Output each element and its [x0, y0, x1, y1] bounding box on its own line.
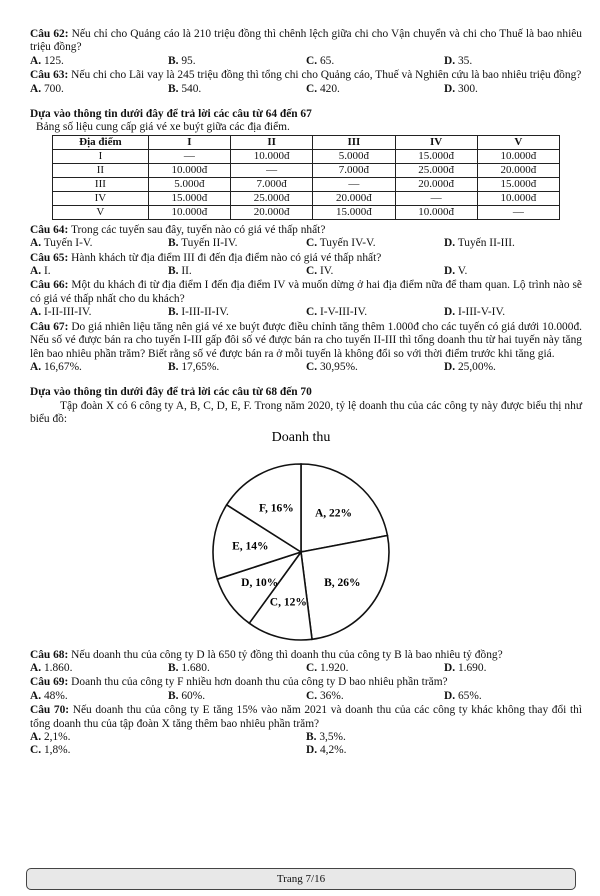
- question-number: Câu 66:: [30, 279, 69, 292]
- pie-label-d: D, 10%: [241, 576, 279, 589]
- header-cell: I: [148, 135, 230, 149]
- option-a[interactable]: 48%.: [43, 689, 68, 702]
- option-c[interactable]: 30,95%.: [319, 360, 358, 373]
- question-66: [30, 279, 582, 306]
- question-number: Câu 69:: [30, 676, 69, 689]
- table-row: IV 15.000đ 25.000đ 20.000đ — 10.000đ: [53, 191, 560, 205]
- option-b[interactable]: 3,5%.: [319, 730, 346, 743]
- option-a[interactable]: 2,1%.: [43, 730, 71, 743]
- question-text: Một du khách đi từ địa điểm I đến địa điểm IV và muốn dừng ở hai địa điểm nữa để tham quan. Lộ trình nào sẽ có giá vé thấp nhất cho du khách?: [30, 279, 582, 305]
- table-caption: Bảng số liệu cung cấp giá vé xe buýt giữa các địa điểm.: [36, 121, 290, 134]
- pie-label-e: E, 14%: [232, 540, 269, 553]
- option-d[interactable]: 4,2%.: [319, 744, 347, 757]
- option-b[interactable]: Tuyến II-IV.: [181, 237, 238, 250]
- question-text: Do giá nhiên liệu tăng nên giá vé xe buýt được điều chỉnh tăng thêm 1.000đ cho các tuyến có giá dưới 10.000đ. Nếu số vé được bán ra cho tuyến I-III gấp đôi số vé được bán ra cho tuyến II-III thì tổng doanh thu từ hai tuyến này tăng lên bao nhiêu phần trăm? Biết rằng số vé được bán ra ở mỗi tuyến là không đổi so với thời điểm trước khi tăng giá.: [30, 320, 582, 360]
- header-cell: V: [477, 135, 559, 149]
- question-number: Câu 65:: [30, 251, 69, 264]
- option-a[interactable]: Tuyến I-V.: [43, 237, 93, 250]
- question-63: [30, 69, 582, 82]
- pie-label-c: C, 12%: [269, 595, 307, 608]
- options-65: A. I. B. II. C. IV. D. V.: [30, 265, 468, 278]
- question-text: Nếu chỉ cho Quảng cáo là 210 triệu đồng thì chênh lệch giữa chi cho Vận chuyển và chi cho Thuế là bao nhiêu triệu đồng?: [30, 28, 582, 54]
- question-text: Trong các tuyến sau đây, tuyến nào có giá vé thấp nhất?: [70, 223, 326, 236]
- options-63: A. 700. B. 540. C. 420. D. 300.: [30, 82, 478, 95]
- option-a[interactable]: 700.: [43, 82, 64, 95]
- option-d[interactable]: 25,00%.: [457, 360, 496, 373]
- question-number: Câu 70:: [30, 704, 70, 717]
- option-c[interactable]: 420.: [319, 82, 340, 95]
- option-a[interactable]: 125.: [43, 54, 64, 67]
- header-cell: Địa điểm: [53, 135, 149, 149]
- question-number: Câu 62:: [30, 28, 69, 40]
- question-number: Câu 64:: [30, 223, 69, 236]
- option-c[interactable]: 1.920.: [319, 661, 349, 674]
- option-d[interactable]: 1.690.: [457, 661, 487, 674]
- question-text: Doanh thu của công ty F nhiều hơn doanh thu của công ty D bao nhiêu phần trăm?: [71, 676, 448, 689]
- option-d[interactable]: V.: [457, 265, 468, 278]
- option-a[interactable]: I-II-III-IV.: [43, 306, 92, 319]
- question-65: [30, 252, 582, 265]
- option-b[interactable]: 1.680.: [181, 661, 210, 674]
- question-67: [30, 321, 582, 361]
- option-b[interactable]: 17,65%.: [181, 360, 220, 373]
- option-a[interactable]: 1.860.: [43, 661, 73, 674]
- exam-page: [30, 28, 582, 758]
- pie-chart-container: [30, 427, 582, 649]
- table-row: I — 10.000đ 5.000đ 15.000đ 10.000đ: [53, 149, 560, 163]
- table-row: II 10.000đ — 7.000đ 25.000đ 20.000đ: [53, 163, 560, 177]
- options-69: A. 48%. B. 60%. C. 36%. D. 65%.: [30, 689, 482, 702]
- options-66: A. I-II-III-IV. B. I-III-II-IV. C. I-V-III-IV. D. I-III-V-IV.: [30, 306, 506, 319]
- option-d[interactable]: I-III-V-IV.: [457, 306, 506, 319]
- pie-chart: [30, 427, 582, 649]
- header-cell: III: [313, 135, 395, 149]
- question-number: Câu 68:: [30, 648, 69, 661]
- question-64: [30, 224, 582, 237]
- fare-table: [52, 135, 560, 220]
- header-cell: IV: [395, 135, 477, 149]
- section-title-68-70: Dựa vào thông tin dưới đây để trả lời các câu từ 68 đến 70: [30, 386, 312, 399]
- option-c[interactable]: IV.: [319, 265, 334, 278]
- table-row: III 5.000đ 7.000đ — 20.000đ 15.000đ: [53, 177, 560, 191]
- section-title-64-67: Dựa vào thông tin dưới đây để trả lời các câu từ 64 đến 67: [30, 108, 312, 121]
- options-70: A. 2,1%. B. 3,5%. C. 1,8%. D. 4,2%.: [30, 730, 347, 757]
- chart-title: Doanh thu: [271, 429, 331, 445]
- option-c[interactable]: 65.: [319, 54, 335, 67]
- options-67: A. 16,67%. B. 17,65%. C. 30,95%. D. 25,00%.: [30, 360, 496, 373]
- pie-label-b: B, 26%: [324, 576, 361, 589]
- table-row: V 10.000đ 20.000đ 15.000đ 10.000đ —: [53, 205, 560, 219]
- pie-label-a: A, 22%: [315, 507, 353, 520]
- options-68: A. 1.860. B. 1.680. C. 1.920. D. 1.690.: [30, 661, 487, 674]
- option-a[interactable]: 16,67%.: [43, 360, 82, 373]
- option-d[interactable]: 35.: [457, 54, 473, 67]
- page-footer: Trang 7/16: [26, 868, 576, 890]
- option-b[interactable]: 540.: [181, 82, 202, 95]
- question-62: [30, 28, 582, 55]
- option-c[interactable]: I-V-III-IV.: [319, 306, 368, 319]
- question-68: [30, 649, 582, 662]
- option-c[interactable]: 1,8%.: [43, 744, 71, 757]
- option-d[interactable]: Tuyến II-III.: [457, 237, 515, 250]
- section-intro: Tập đoàn X có 6 công ty A, B, C, D, E, F. Trong năm 2020, tỷ lệ doanh thu của các công ty này được biểu thị như biểu đồ:: [30, 399, 582, 426]
- question-number: Câu 67:: [30, 320, 69, 333]
- option-d[interactable]: 300.: [457, 82, 478, 95]
- question-text: Hành khách từ địa điểm III đi đến địa điểm nào có giá vé thấp nhất?: [71, 251, 382, 264]
- option-d[interactable]: 65%.: [457, 689, 482, 702]
- question-number: Câu 63:: [30, 69, 69, 82]
- question-text: Nếu chi cho Lãi vay là 245 triệu đồng thì tổng chi cho Quảng cáo, Thuế và Nghiên cứu là bao nhiêu triệu đồng?: [71, 69, 582, 82]
- question-70: [30, 704, 582, 731]
- header-cell: II: [231, 135, 313, 149]
- options-62: A. 125. B. 95. C. 65. D. 35.: [30, 54, 473, 67]
- question-text: Nếu doanh thu của công ty E tăng 15% vào năm 2021 và doanh thu của các công ty khác không thay đổi thì tổng doanh thu của tập đoàn X tăng thêm bao nhiêu phần trăm?: [30, 704, 582, 730]
- option-a[interactable]: I.: [43, 265, 51, 278]
- question-69: [30, 676, 582, 689]
- options-64: A. Tuyến I-V. B. Tuyến II-IV. C. Tuyến IV-V. D. Tuyến II-III.: [30, 237, 515, 250]
- option-c[interactable]: Tuyến IV-V.: [319, 237, 376, 250]
- option-b[interactable]: I-III-II-IV.: [181, 306, 229, 319]
- pie-label-f: F, 16%: [259, 501, 294, 514]
- question-text: Nếu doanh thu của công ty D là 650 tỷ đồng thì doanh thu của công ty B là bao nhiêu tỷ đồng?: [71, 648, 503, 661]
- table-header-row: [53, 135, 560, 149]
- option-b[interactable]: II.: [181, 265, 192, 278]
- option-b[interactable]: 60%.: [181, 689, 206, 702]
- option-c[interactable]: 36%.: [319, 689, 344, 702]
- option-b[interactable]: 95.: [181, 54, 196, 67]
